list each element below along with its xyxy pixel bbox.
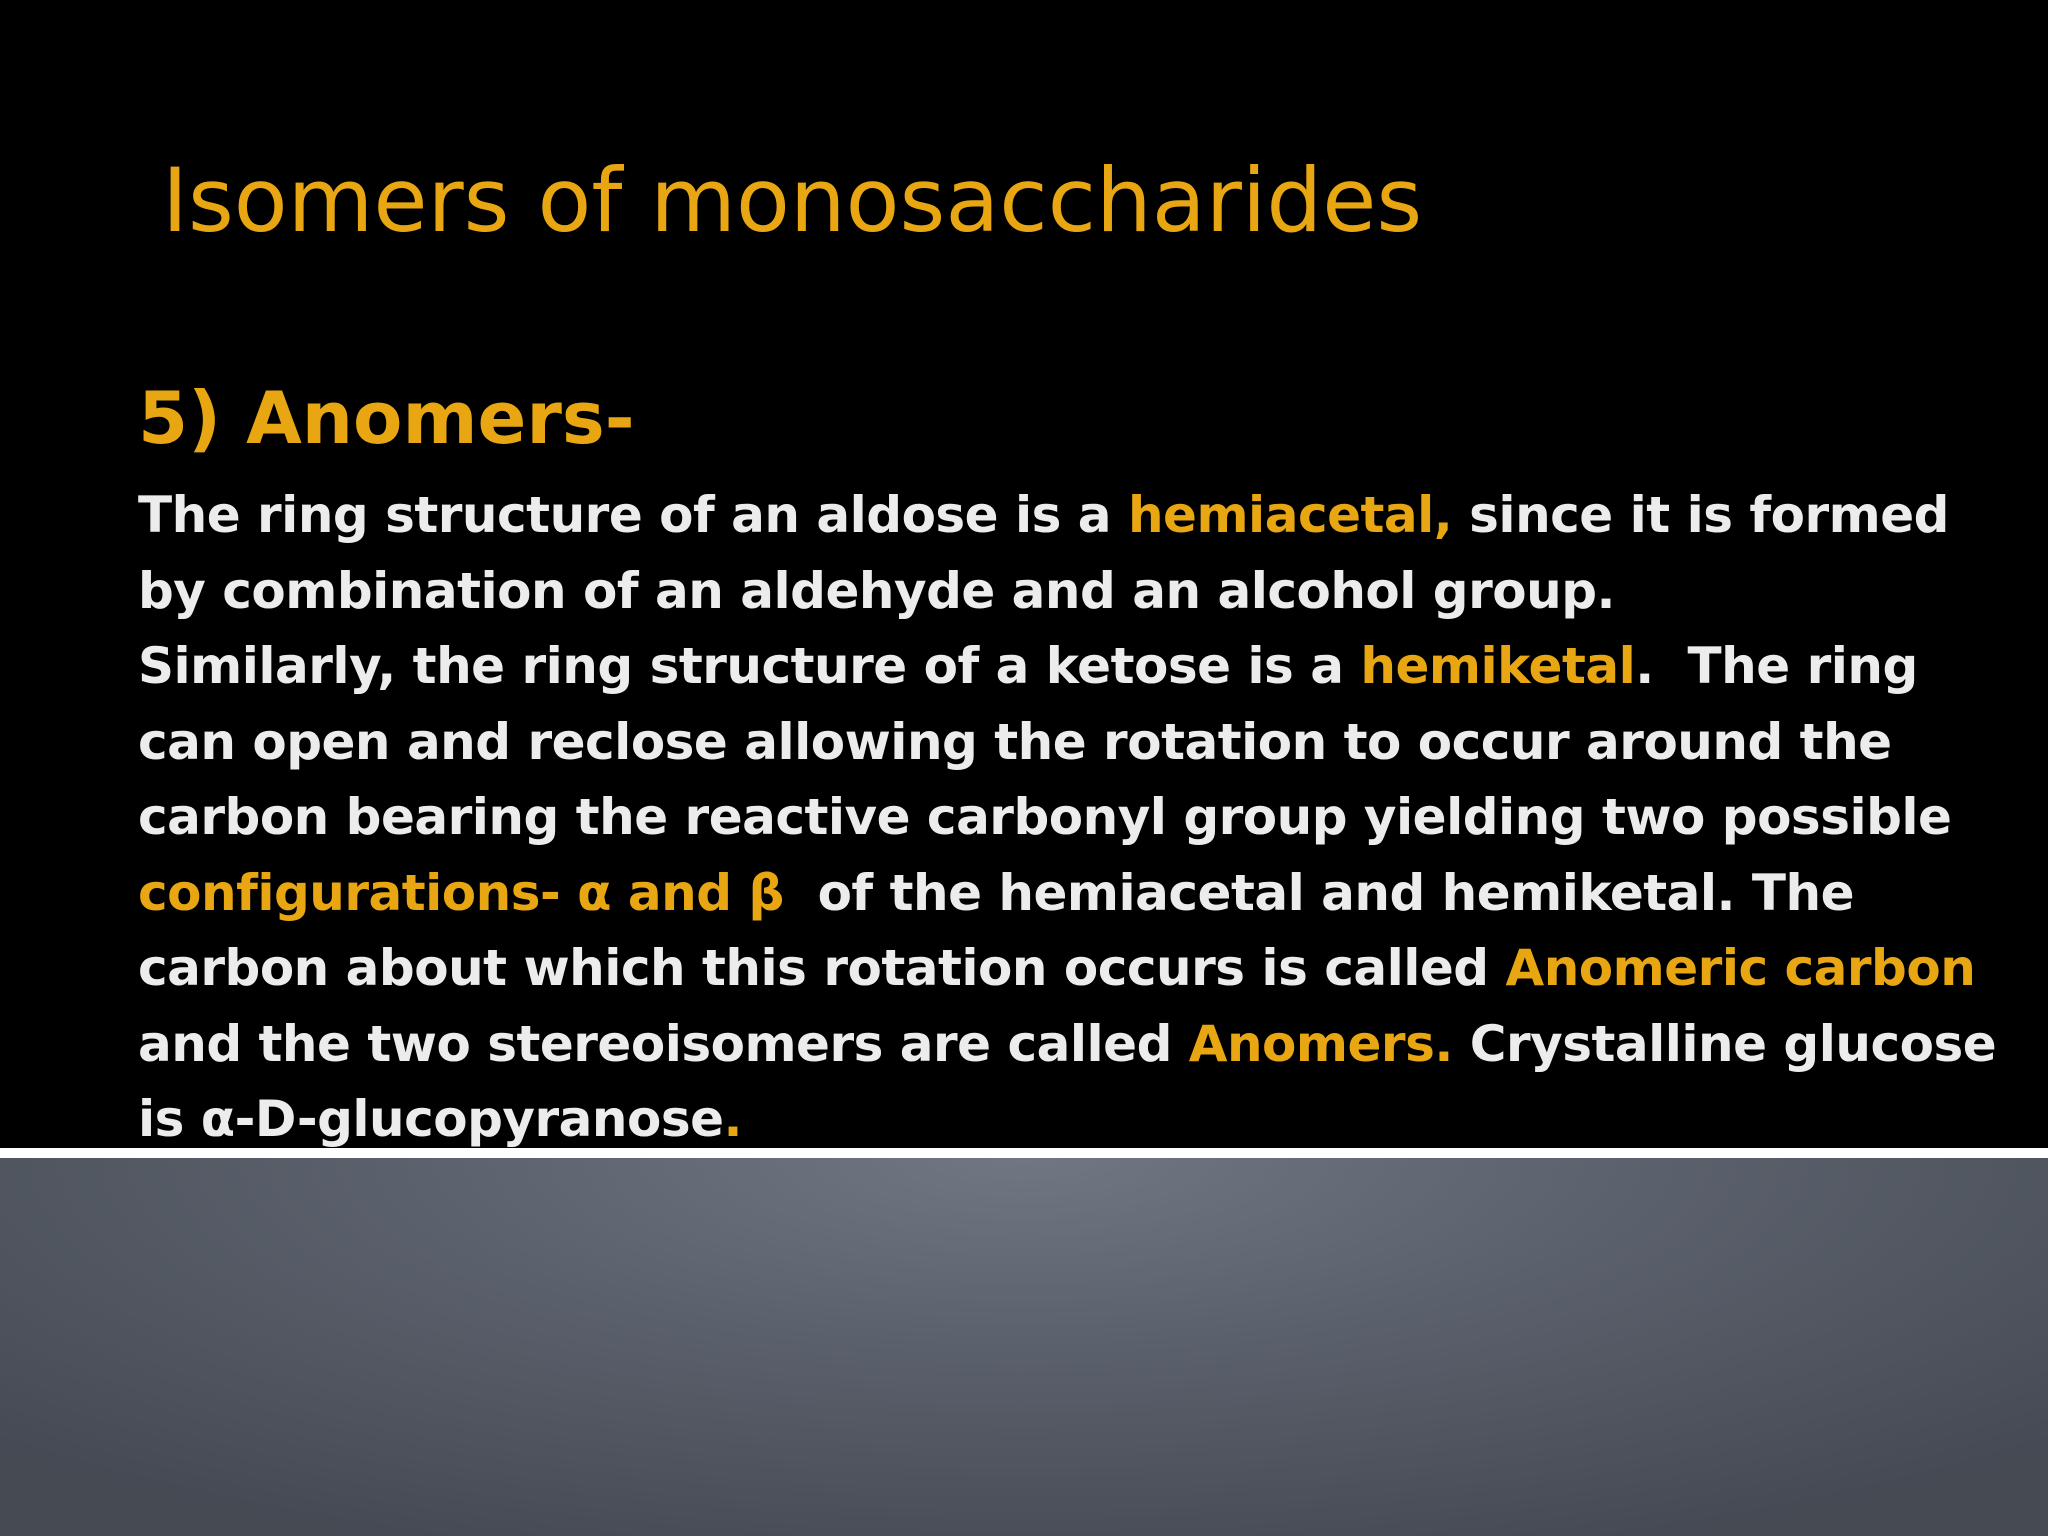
- text-segment: Crystalline glucose: [1452, 1014, 1997, 1073]
- highlight-term: hemiketal: [1360, 637, 1636, 695]
- highlight-term: Anomers.: [1188, 1014, 1453, 1073]
- paragraph-line: [138, 1007, 2038, 1083]
- paragraph-line: [138, 856, 2038, 932]
- text-segment: by combination of an aldehyde and an alcohol group.: [138, 561, 1615, 620]
- text-segment: The ring structure of an aldose is a: [138, 486, 1128, 544]
- body-paragraph: [138, 478, 2038, 1158]
- text-segment: is α-D-glucopyranose: [138, 1090, 724, 1148]
- text-segment: of the hemiacetal and hemiketal. The: [783, 863, 1855, 922]
- highlight-term: .: [723, 1090, 743, 1148]
- paragraph-line: [138, 780, 2038, 856]
- highlight-term: hemiacetal,: [1127, 486, 1453, 544]
- bottom-panel: [0, 1158, 2048, 1536]
- paragraph-line: [138, 1082, 2038, 1158]
- paragraph-line: [138, 705, 2038, 781]
- paragraph-line: [138, 554, 2038, 630]
- highlight-term: configurations- α and β: [138, 863, 784, 922]
- section-heading: 5) Anomers-: [138, 376, 635, 460]
- paragraph-line: [138, 478, 2038, 554]
- text-segment: Similarly, the ring structure of a ketose is a: [138, 637, 1361, 695]
- text-segment: carbon about which this rotation occurs is called: [138, 939, 1506, 997]
- text-segment: and the two stereoisomers are called: [138, 1014, 1189, 1073]
- text-segment: carbon bearing the reactive carbonyl group yielding two possible: [138, 788, 1952, 846]
- text-segment: since it is formed: [1452, 486, 1949, 544]
- divider-line: [0, 1148, 2048, 1158]
- slide-title: Isomers of monosaccharides: [162, 149, 1423, 252]
- text-segment: . The ring: [1635, 637, 1918, 695]
- paragraph-line: [138, 629, 2038, 705]
- highlight-term: Anomeric carbon: [1505, 939, 1976, 997]
- paragraph-line: [138, 931, 2038, 1007]
- text-segment: can open and reclose allowing the rotation to occur around the: [138, 712, 1892, 771]
